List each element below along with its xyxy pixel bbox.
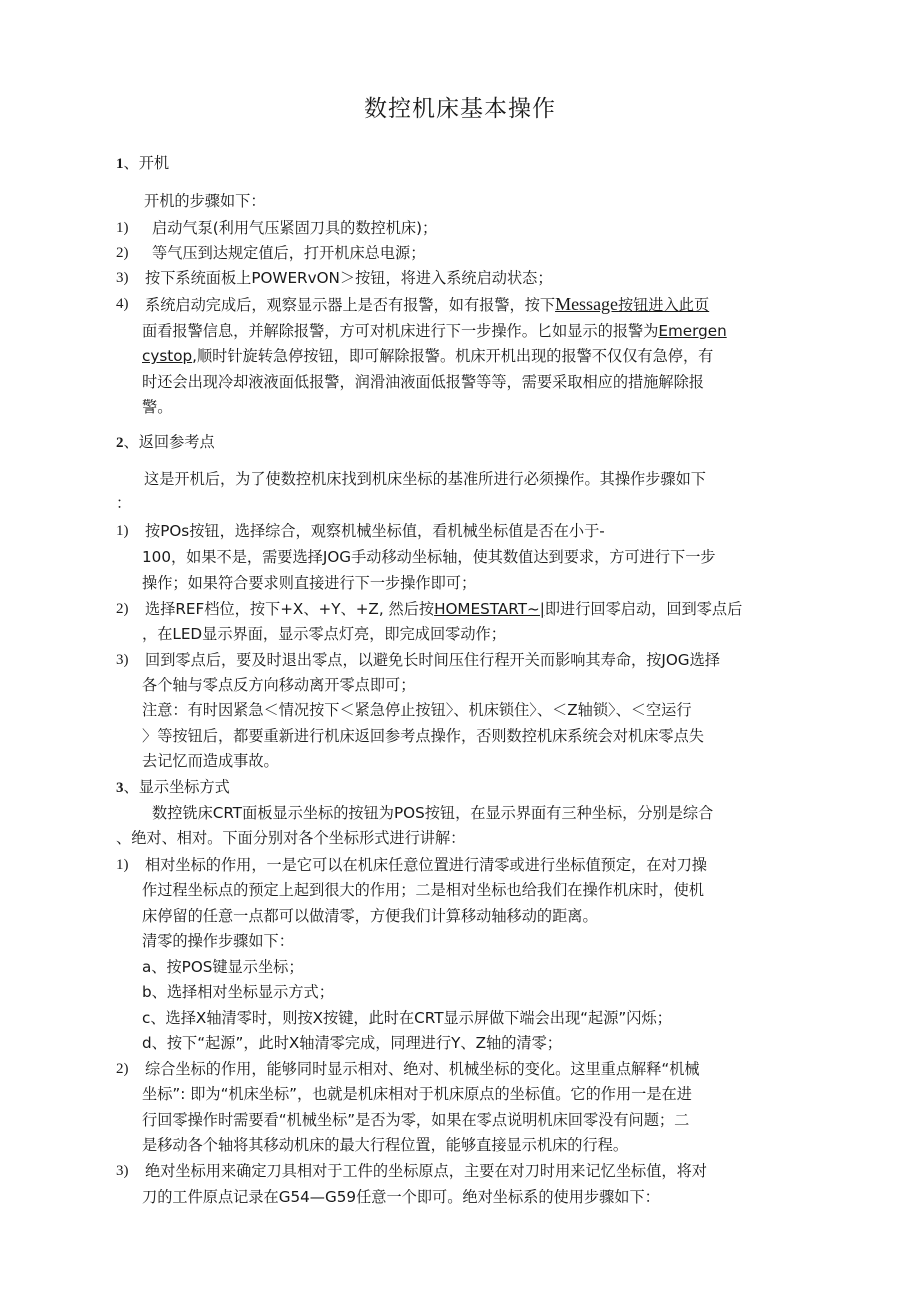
- list-text: 即进行回零启动，回到零点后: [544, 600, 743, 618]
- section-title: 、显示坐标方式: [123, 778, 230, 796]
- list-text: 警。: [142, 398, 173, 416]
- list-text: 绝对坐标用来确定刀具相对于工件的坐标原点，主要在对刀时用来记忆坐标值，将对: [145, 1162, 707, 1180]
- list-text: 行回零操作时需要看“机械坐标”是否为零，如果在零点说明机床回零没有问题；二: [142, 1111, 690, 1129]
- list-text: ,顺时针旋转急停按钮，即可解除报警。机床开机出现的报警不仅仅有急停，有: [192, 347, 714, 365]
- list-text: 各个轴与零点反方向移动离开零点即可；: [142, 676, 416, 694]
- paragraph-text: 清零的操作步骤如下：: [142, 932, 294, 950]
- list-text: 综合坐标的作用，能够同时显示相对、绝对、机械坐标的变化。这里重点解释“机械: [145, 1060, 700, 1078]
- section-number: 1: [116, 156, 124, 172]
- note-text: 去记忆而造成事故。: [142, 752, 279, 770]
- list-text: 按钮进入此页: [618, 296, 710, 314]
- paragraph-text: 这是开机后，为了使数控机床找到机床坐标的基准所进行必须操作。其操作步骤如下: [144, 470, 706, 488]
- note-text: 注意：有时因紧急＜情况按下＜紧急停止按钮〉、机床锁住〉、＜Z轴锁〉、＜空运行: [142, 701, 692, 719]
- list-text: 按POs按钮，选择综合，观察机械坐标值，看机械坐标值是否在小于-: [145, 522, 605, 540]
- section-title: 、开机: [123, 154, 170, 172]
- list-text: 坐标”: 即为“机床坐标”，也就是机床相对于机床原点的坐标值。它的作用一是在进: [142, 1085, 692, 1103]
- list-number: 3): [116, 270, 129, 286]
- list-number: 2): [116, 245, 129, 261]
- message-key-label: Message: [555, 294, 619, 314]
- list-text: ，在LED显示界面，显示零点灯亮，即完成回零动作；: [142, 625, 506, 643]
- list-number: 2): [116, 601, 129, 617]
- section-number: 2: [116, 435, 124, 451]
- emergency-stop-label: Emergen: [658, 322, 727, 340]
- section-number: 3: [116, 780, 124, 796]
- list-text: 系统启动完成后，观察显示器上是否有报警，如有报警，按下: [145, 296, 556, 314]
- list-number: 1): [116, 220, 129, 236]
- paragraph-text: 开机的步骤如下：: [144, 192, 266, 210]
- paragraph-text: 、绝对、相对。下面分别对各个坐标形式进行讲解：: [116, 829, 466, 847]
- sub-step-text: d、按下“起源”，此时X轴清零完成，同理进行Y、Z轴的清零；: [142, 1034, 562, 1052]
- list-number: 1): [116, 857, 129, 873]
- section-title: 、返回参考点: [123, 433, 215, 451]
- list-text: 等气压到达规定值后，打开机床总电源；: [152, 244, 426, 262]
- sub-step-text: b、选择相对坐标显示方式；: [142, 983, 334, 1001]
- list-text: 床停留的任意一点都可以做清零，方便我们计算移动轴移动的距离。: [142, 907, 598, 925]
- list-text: 是移动各个轴将其移动机床的最大行程位置，能够直接显示机床的行程。: [142, 1136, 628, 1154]
- list-number: 2): [116, 1061, 129, 1077]
- sub-step-text: c、选择X轴清零时，则按X按键，此时在CRT显示屏做下端会出现“起源”闪烁；: [142, 1009, 672, 1027]
- list-text: 选择REF档位，按下+X、+Y、+Z, 然后按: [145, 600, 435, 618]
- list-text: 时还会出现冷却液液面低报警，润滑油液面低报警等等，需要采取相应的措施解除报: [142, 373, 704, 391]
- list-number: 3): [116, 1163, 129, 1179]
- list-text: 面看报警信息，并解除报警，方可对机床进行下一步操作。匕如显示的报警为: [142, 322, 659, 340]
- sub-step-text: a、按POS键显示坐标；: [142, 958, 304, 976]
- list-text: 刀的工件原点记录在G54—G59任意一个即可。绝对坐标系的使用步骤如下：: [142, 1188, 660, 1206]
- list-number: 4): [116, 296, 129, 312]
- emergency-stop-label: cystop: [142, 347, 193, 365]
- paragraph-text: ：: [116, 494, 132, 512]
- list-text: 操作；如果符合要求则直接进行下一步操作即可；: [142, 574, 477, 592]
- list-text: 按下系统面板上POWERvON＞按钮，将进入系统启动状态；: [145, 269, 553, 287]
- list-text: 100，如果不是，需要选择JOG手动移动坐标轴，使其数值达到要求，方可进行下一步: [142, 548, 716, 566]
- paragraph-text: 数控铣床CRT面板显示坐标的按钮为POS按钮，在显示界面有三种坐标，分别是综合: [152, 804, 714, 822]
- note-text: 〉等按钮后，都要重新进行机床返回参考点操作，否则数控机床系统会对机床零点失: [142, 727, 704, 745]
- list-text: 启动气泵(利用气压紧固刀具的数控机床)；: [152, 219, 438, 237]
- home-start-label: HOMESTART~|: [434, 600, 545, 618]
- document-title: 数控机床基本操作: [364, 96, 556, 122]
- list-text: 作过程坐标点的预定上起到很大的作用；二是相对坐标也给我们在操作机床时，使机: [142, 881, 704, 899]
- list-text: 回到零点后，要及时退出零点，以避免长时间压住行程开关而影响其寿命，按JOG选择: [145, 651, 720, 669]
- list-number: 1): [116, 523, 129, 539]
- list-number: 3): [116, 652, 129, 668]
- list-text: 相对坐标的作用，一是它可以在机床任意位置进行清零或进行坐标值预定，在对刀操: [145, 856, 707, 874]
